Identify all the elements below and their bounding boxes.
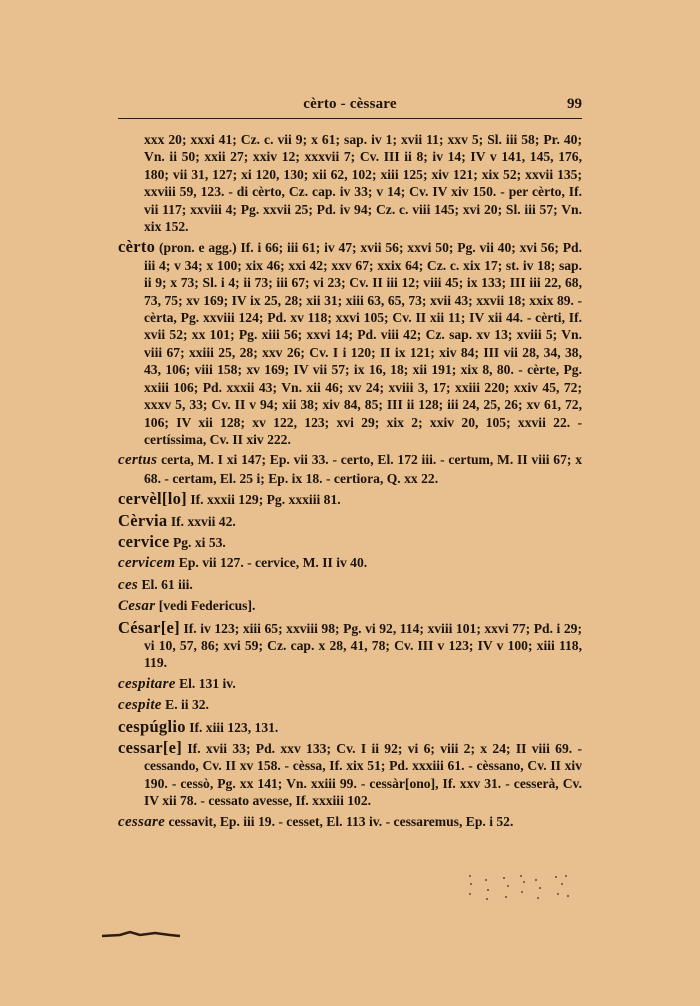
entry-cespite [118,696,582,714]
entry-cesare [118,619,582,672]
entry-certus [118,451,582,487]
entry-cespitare [118,675,582,693]
entry-cervello [118,490,582,508]
entry-text: [vedi Federicus]. [155,598,256,614]
entry-headword: cervicem [118,555,176,572]
entry-cervia [118,512,582,530]
entry-ces [118,576,582,594]
entry-headword: Cesar [118,598,156,615]
entry-text: Pg. xi 53. [169,534,226,550]
entry-cessare [118,739,582,810]
entry-text: certa, M. I xi 147; Ep. vii 33. - certo, El. 172 iii. - certum, M. II viii 67; x 68. - certam, El. 25 i; Ep. ix 18. - certiora, Q. xx 22. [144,452,582,486]
entry-cessare-latin [118,813,582,831]
entry-cespuglio [118,718,582,736]
page-number: 99 [567,96,582,112]
entry-headword: cervèl[lo] [118,489,187,509]
entry-text: If. xiii 123, 131. [185,719,279,735]
entry-headword: cessare [118,813,166,830]
header-rule [118,118,582,119]
entry-text: If. xxxii 129; Pg. xxxiii 81. [186,492,341,508]
entry-headword: cespúglio [118,716,186,736]
entry-text: (pron. e agg.) If. i 66; iii 61; iv 47; xvii 56; xxvi 50; Pg. vii 40; xvi 56; Pd. iii 4; v 34; x 100; xix 46; xxi 42; xxv 67; xxix 64; Cz. c. xix 17; st. iv 18; sap. ii 9; x 73; Sl. i 4; ii 73; iii 67; vi 23; Cv. II iii 12; viii 45; ix 133; III iii 22, 68, 73, 75; xv 169; IV ix 25, 28; xii 31; xiii 63, 65, 73; xvii 43; xxvii 18; xxix 89. - cèrta, Pg. xxviii 124; Pd. xv 118; xxvi 105; Cv. II xii 11; IV xii 44. - cèrti, If. xvii 52; xx 101; Pg. xiii 56; xxvi 14; Pd. viii 42; Cz. sap. xv 13; xviii 5; Vn. viii 67; xxiii 25, 28; xxv 26; Cv. I i 120; II ix 121; xiv 84; III vii 28, 34, 38, 43, 106; viii 158; xv 169; IV vii 57; ix 16, 18; xii 191; xix 8, 80. - cèrte, Pg. xxiii 106; Pd. xxxii 43; Vn. xii 46; xv 24; xviii 3, 17; xxiii 220; xxiv 45, 72; xxxv 5, 33; Cv. II v 94; xii 38; xiv 84, 85; III ii 128; iii 24, 25, 26; xv 61, 72, 106; IV xii 128; xv 122, 123; xvi 29; xix 2; xxiv 20, 105; xxvii 22. - certíssima, Cv. II xiv 222. [144,240,582,447]
entry-cervicem [118,554,582,572]
entry-text: xxx 20; xxxi 41; Cz. c. vii 9; x 61; sap. iv 1; xvii 11; xxv 5; Sl. iii 58; Pr. 40; Vn. ii 50; xxii 27; xxiv 12; xxxvii 7; Cv. III ii 8; iv 14; IV v 141, 145, 176, 180; vii 31, 127; xi 120, 130; xii 62, 102; xiii 125; xiv 121; xix 52; xxvii 135; xxviii 59, 123. - di cèrto, Cz. cap. iv 33; v 14; Cv. IV xiv 150. - per cèrto, If. vii 117; xxviii 4; Pg. xxvii 25; Pd. iv 94; Cz. c. viii 145; xvi 20; Sl. iii 57; Vn. xix 152. [144,132,582,235]
page-header [118,96,582,116]
print-speckle-marks [466,872,576,904]
entry-text: Ep. vii 127. - cervice, M. II iv 40. [175,555,368,571]
entry-text: If. xvii 33; Pd. xxv 133; Cv. I ii 92; vi 6; viii 2; x 24; II viii 69. - cessando, Cv. II xv 158. - cèssa, If. xix 51; Pd. xxxiii 61. - cèssano, Cv. II xiv 190. - cessò, Pg. xx 141; Vn. xxiii 99. - cessàr[ono], If. xxv 31. - cesserà, Cv. IV xii 78. - cessato avesse, If. xxxiii 102. [144,741,582,809]
entry-continuation [118,131,582,235]
entry-headword: César[e] [118,617,180,637]
dictionary-body [118,131,582,834]
entry-headword: cessar[e] [118,738,183,757]
entry-certo [118,238,582,448]
entry-cesar-latin [118,597,582,615]
entry-text: If. xxvii 42. [167,513,236,529]
entry-text: E. ii 32. [161,697,209,713]
entry-headword: certus [118,452,158,469]
entry-text: cessavit, Ep. iii 19. - cesset, El. 113 iv. - cessaremus, Ep. i 52. [165,813,514,829]
running-head: cèrto - cèssare [303,96,397,112]
entry-cervice [118,533,582,551]
entry-headword: cespitare [118,675,176,692]
entry-headword: Cèrvia [118,510,168,530]
entry-text: El. 131 iv. [175,675,236,691]
entry-headword: cespite [118,697,162,714]
entry-text: If. iv 123; xiii 65; xxviii 98; Pg. vi 92, 114; xviii 101; xxvi 77; Pd. i 29; vi 10, 57, 86; xvi 59; Cz. cap. x 28, 41, 78; Cv. III v 123; IV v 100; xiii 118, 119. [144,620,582,671]
entry-text: El. 61 iii. [138,576,193,592]
ink-smudge [100,930,182,938]
entry-headword: ces [118,576,139,593]
entry-headword: cervice [118,531,170,551]
entry-headword: cèrto [118,237,156,257]
